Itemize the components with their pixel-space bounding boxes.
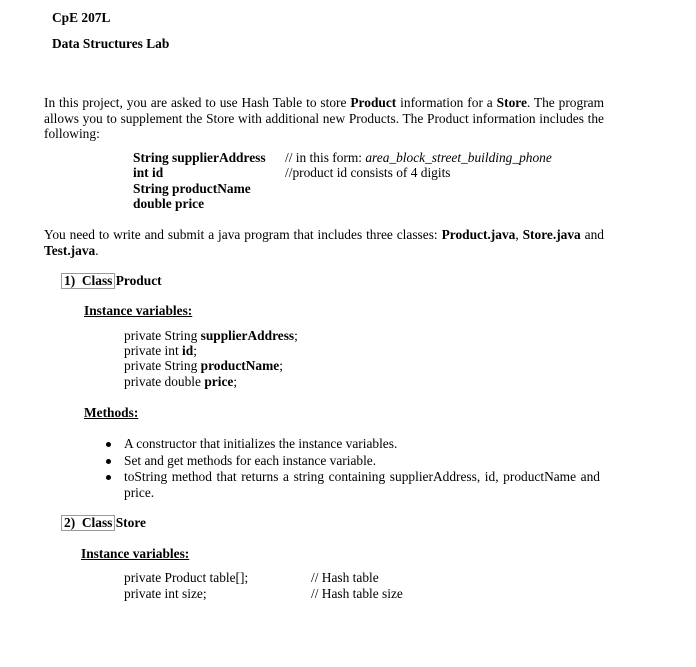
method-bullet-tostring: toString method that returns a string containing supplierAddress, id, productName and price. bbox=[124, 469, 600, 500]
product-var-supplier-address: private String supplierAddress; bbox=[124, 328, 298, 343]
store-var-table: private Product table[]; bbox=[124, 570, 249, 585]
lab-title: Data Structures Lab bbox=[52, 36, 170, 51]
store-instance-variables-heading: Instance variables: bbox=[81, 546, 190, 561]
section-store-heading: 2) Class Store bbox=[64, 515, 146, 531]
field-supplier-address: String supplierAddress bbox=[133, 150, 266, 165]
field-id: int id bbox=[133, 165, 164, 180]
product-methods-heading: Methods: bbox=[84, 405, 139, 420]
field-supplier-address-comment: // in this form: area_block_street_building_phone bbox=[285, 150, 552, 165]
product-instance-variables-heading: Instance variables: bbox=[84, 303, 193, 318]
product-var-id: private int id; bbox=[124, 343, 197, 358]
product-var-price: private double price; bbox=[124, 374, 238, 389]
field-id-comment: //product id consists of 4 digits bbox=[285, 165, 451, 180]
store-var-size-comment: // Hash table size bbox=[311, 586, 403, 601]
course-code: CpE 207L bbox=[52, 10, 111, 25]
section-product-heading: 1) Class Product bbox=[64, 273, 162, 289]
field-product-name: String productName bbox=[133, 181, 251, 196]
intro-paragraph: In this project, you are asked to use Hash Table to store Product information for a Store. The program allows you to supplement the Store with additional new Products. The Product information includes the following: bbox=[44, 95, 605, 141]
product-var-product-name: private String productName; bbox=[124, 358, 283, 373]
field-price: double price bbox=[133, 196, 205, 211]
store-var-table-comment: // Hash table bbox=[311, 570, 379, 585]
store-var-size: private int size; bbox=[124, 586, 207, 601]
method-bullet-set-get: Set and get methods for each instance variable. bbox=[124, 453, 377, 468]
method-bullet-constructor: A constructor that initializes the instance variables. bbox=[124, 436, 398, 451]
task-paragraph: You need to write and submit a java program that includes three classes: Product.java, Store.java and Test.java. bbox=[44, 227, 604, 258]
